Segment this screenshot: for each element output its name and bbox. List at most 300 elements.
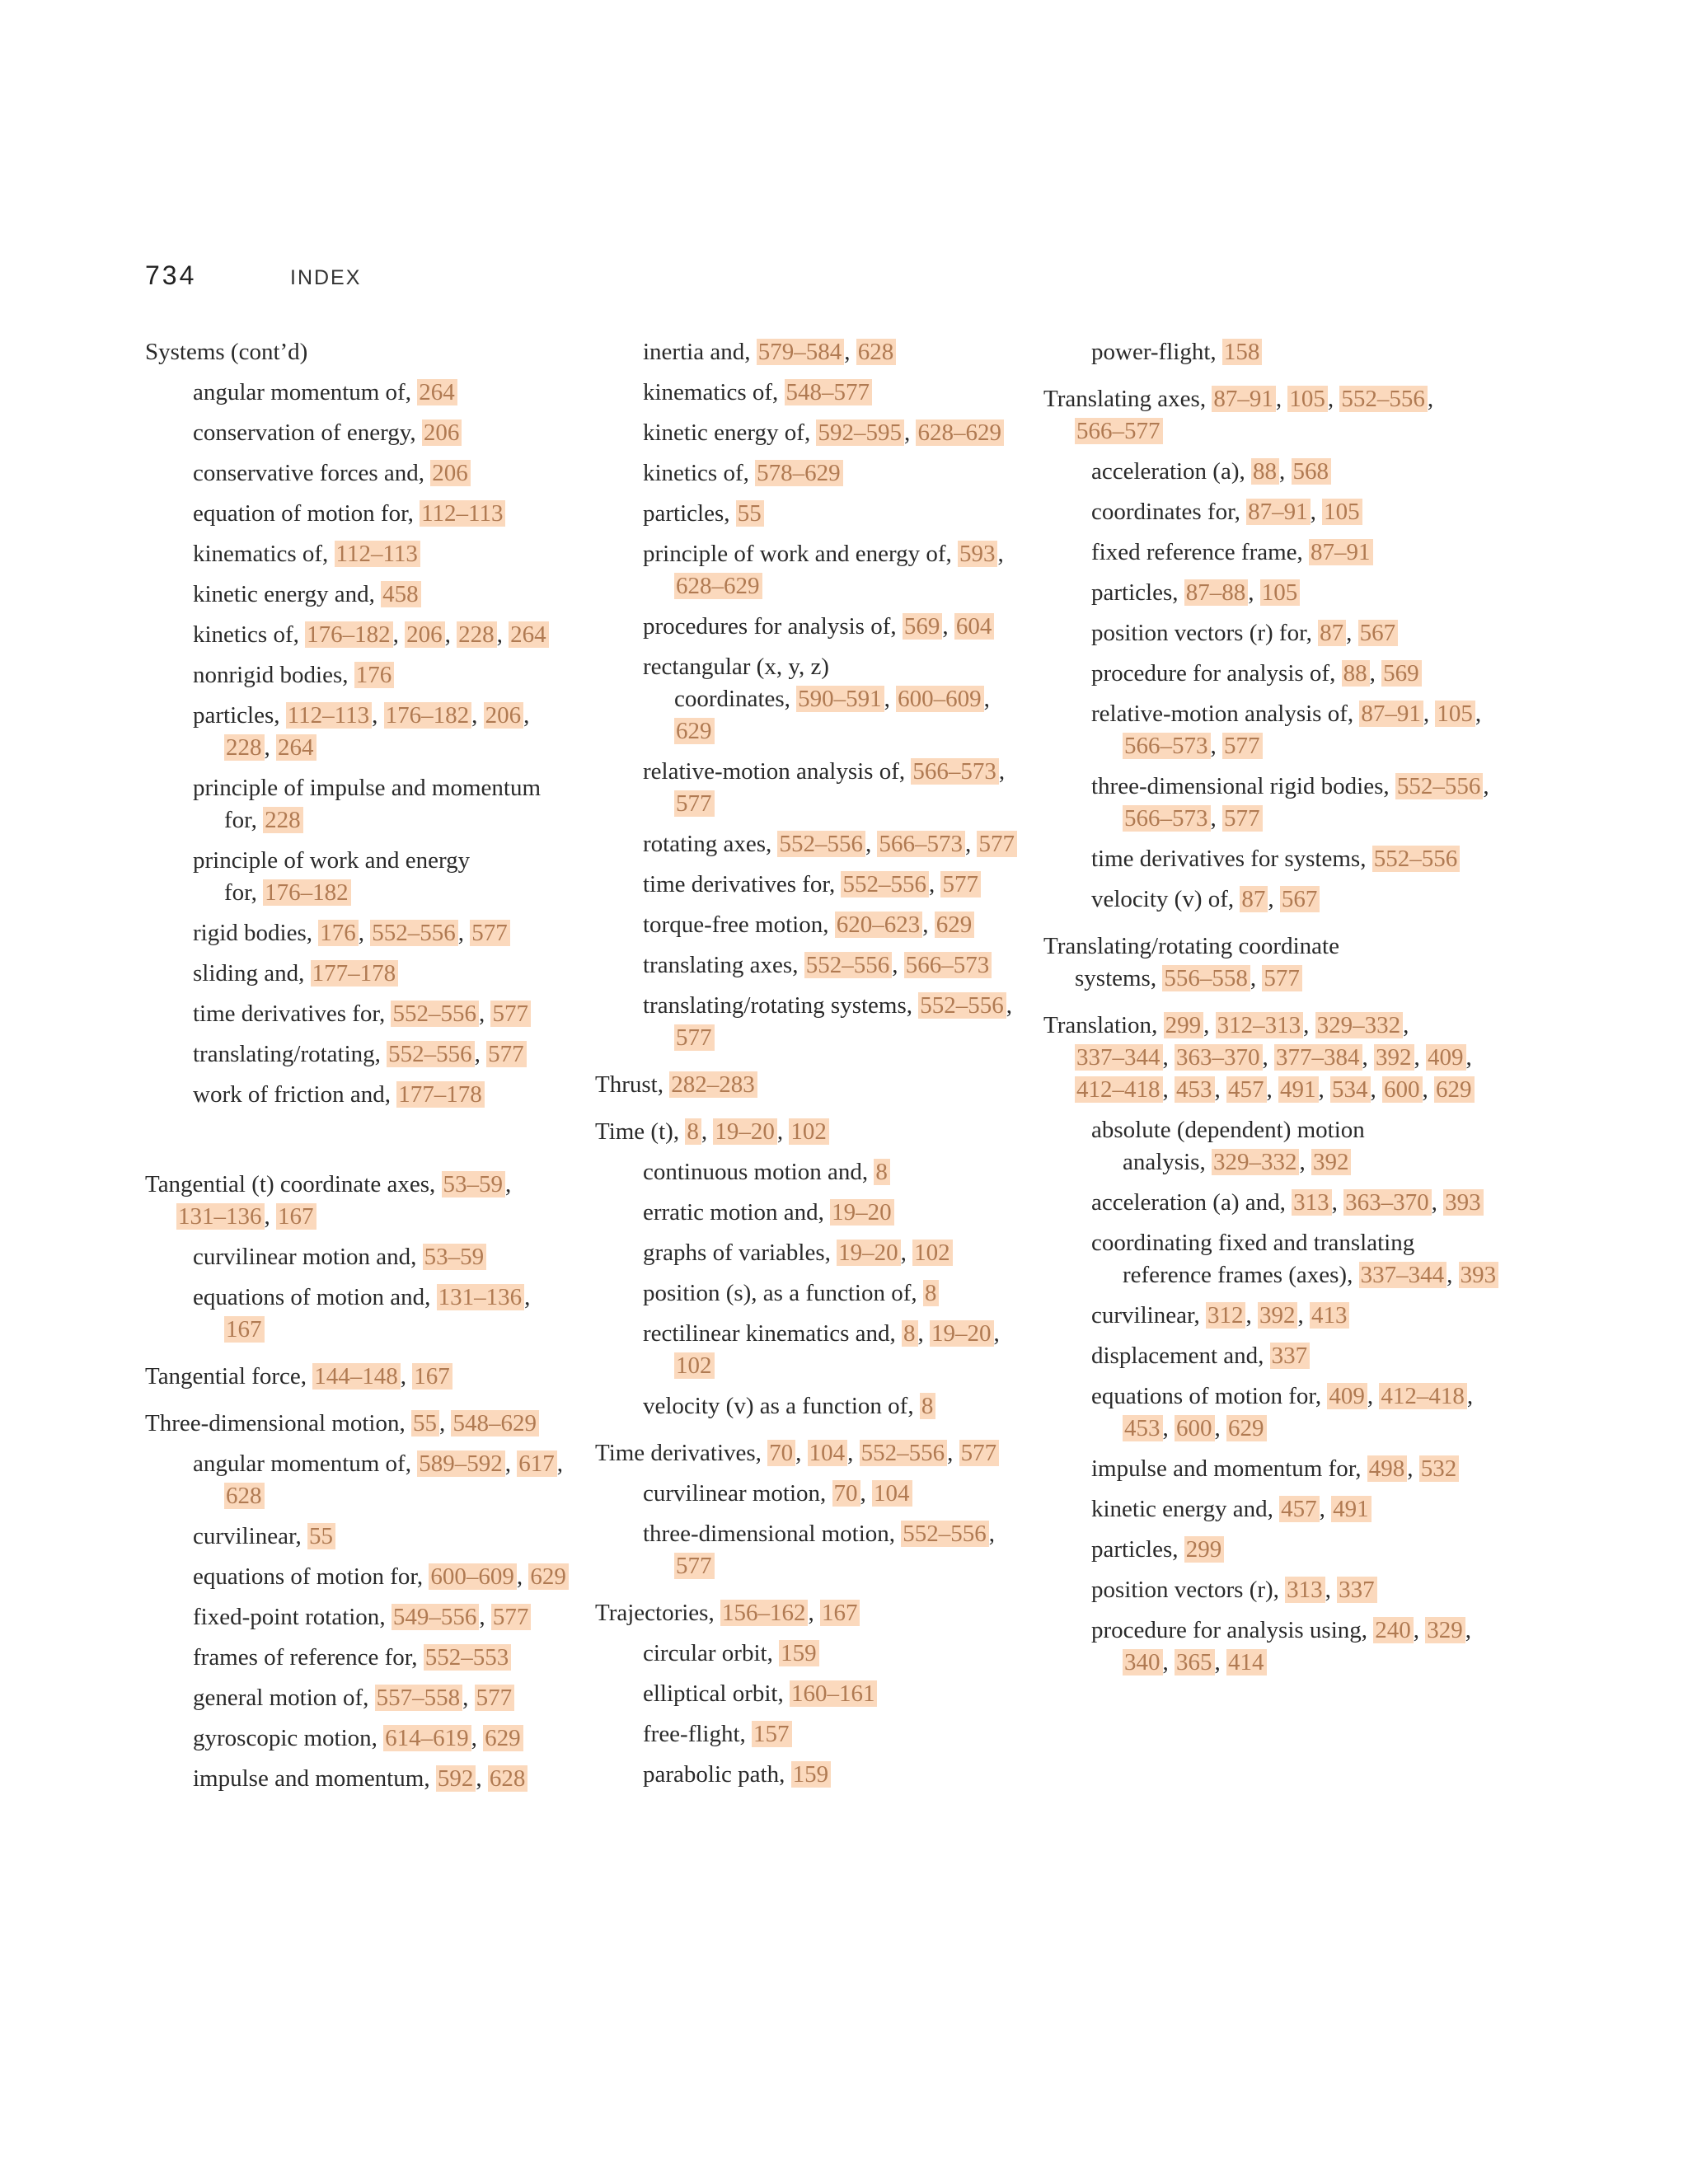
page-reference-link[interactable]: 552–553: [424, 1644, 512, 1671]
page-reference-link[interactable]: 577: [940, 871, 981, 898]
page-reference-link[interactable]: 337: [1270, 1343, 1311, 1369]
page-reference-link[interactable]: 240: [1373, 1617, 1414, 1643]
index-entry: Translating axes, 87–91 , 105 , 552–556 , 566–577: [1043, 386, 1434, 444]
index-entry: Time derivatives, 70 , 104 , 552–556 , 577: [595, 1437, 1024, 1469]
index-subentry: kinetic energy and, 457 , 491: [1091, 1493, 1505, 1526]
index-subentry: three-dimensional motion, 552–556 , 577: [643, 1521, 996, 1579]
page-reference-link[interactable]: 337–344: [1075, 1044, 1163, 1071]
index-subentry: kinetics of, 176–182 , 206 , 228 , 264: [193, 619, 574, 651]
page-reference-link[interactable]: 105: [1435, 701, 1475, 727]
page-reference-link[interactable]: 102: [674, 1352, 715, 1379]
entry-term: translating axes: [643, 952, 793, 978]
page-reference-link[interactable]: 567: [1280, 886, 1320, 912]
entry-term: gyroscopic motion: [193, 1725, 372, 1751]
page-reference-link[interactable]: 552–556: [1395, 773, 1484, 799]
index-subentry: rotating axes, 552–556 , 566–573 , 577: [643, 828, 1024, 860]
index-subentry: erratic motion and, 19–20: [643, 1197, 1024, 1229]
index-subentry: position vectors (r), 313 , 337: [1091, 1574, 1505, 1606]
page-reference-link[interactable]: 104: [808, 1440, 848, 1466]
page-reference-link[interactable]: 457: [1226, 1076, 1267, 1103]
index-subentry: particles, 299: [1091, 1534, 1505, 1566]
page-reference-link[interactable]: 70: [832, 1480, 860, 1507]
page-reference-link[interactable]: 337–344: [1359, 1262, 1447, 1288]
entry-term: translating/rotating: [193, 1041, 375, 1067]
page-reference-link[interactable]: 157: [752, 1721, 792, 1747]
index-subentry: coordinating fixed and translating reference frames (axes), 337–344 , 393: [1091, 1227, 1505, 1291]
page-reference-link[interactable]: 600–609: [896, 686, 984, 712]
page-reference-link[interactable]: 363–370: [1343, 1189, 1432, 1216]
entry-term: procedure for analysis of: [1091, 660, 1330, 687]
entry-term: fixed reference frame: [1091, 539, 1297, 565]
entry-term: kinetic energy and: [193, 581, 369, 607]
page-reference-link[interactable]: 552–556: [370, 920, 458, 946]
entry-term: free-flight: [643, 1721, 740, 1747]
page-reference-link[interactable]: 167: [820, 1600, 860, 1626]
page-reference-link[interactable]: 393: [1443, 1189, 1484, 1216]
page-reference-link[interactable]: 629: [1226, 1415, 1267, 1441]
page-reference-link[interactable]: 620–623: [835, 912, 923, 938]
index-subentry: kinematics of, 112–113: [193, 538, 574, 570]
page-reference-link[interactable]: 577: [470, 920, 510, 946]
page-reference-link[interactable]: 131–136: [176, 1203, 265, 1230]
page-reference-link[interactable]: 566–573: [1123, 805, 1211, 832]
page-reference-link[interactable]: 87–91: [1212, 386, 1276, 412]
page-reference-link[interactable]: 159: [791, 1761, 832, 1788]
page-reference-link[interactable]: 158: [1222, 339, 1263, 365]
page-reference-link[interactable]: 629: [528, 1563, 569, 1590]
page-reference-link[interactable]: 104: [872, 1480, 912, 1507]
page-reference-link[interactable]: 53–59: [442, 1171, 506, 1197]
page-reference-link[interactable]: 614–619: [383, 1725, 471, 1751]
entry-term: angular momentum of: [193, 379, 406, 405]
running-head: INDEX: [290, 266, 362, 289]
page-reference-link[interactable]: 176: [318, 920, 359, 946]
index-entry: Thrust, 282–283: [595, 1069, 1024, 1101]
entry-term: power-flight: [1091, 339, 1211, 365]
page-reference-link[interactable]: 105: [1322, 499, 1362, 525]
entry-term: coordinating fixed and translating reference frames (axes): [1091, 1230, 1415, 1288]
page-reference-link[interactable]: 176: [354, 662, 395, 688]
index-entry: Translation, 299 , 312–313 , 329–332 , 337–344 , 363–370 , 377–384 , 392 , 409 , 412–418 , 453 , 457 , 491 , 534 , 600 , 629: [1043, 1010, 1505, 1106]
page-reference-link[interactable]: 377–384: [1274, 1044, 1362, 1071]
entry-term: Tangential force: [145, 1363, 301, 1390]
index-entry: Trajectories, 156–162 , 167: [595, 1597, 1024, 1629]
index-subentry: torque-free motion, 620–623 , 629: [643, 909, 1024, 941]
page-reference-link[interactable]: 412–418: [1075, 1076, 1163, 1103]
page-reference-link[interactable]: 409: [1426, 1044, 1466, 1071]
page-reference-link[interactable]: 299: [1184, 1536, 1225, 1563]
index-subentry: general motion of, 557–558 , 577: [193, 1682, 574, 1714]
index-subentry: curvilinear motion, 70 , 104: [643, 1478, 1024, 1510]
page-reference-link[interactable]: 414: [1226, 1649, 1267, 1675]
entry-term: rectangular (x, y, z) coordinates: [643, 654, 829, 712]
page-reference-link[interactable]: 228: [224, 734, 265, 761]
page-reference-link[interactable]: 569: [903, 613, 943, 640]
index-subentry: time derivatives for, 552–556 , 577: [643, 869, 1024, 901]
entry-term: absolute (dependent) motion analysis: [1091, 1117, 1365, 1175]
page-reference-link[interactable]: 206: [430, 460, 471, 486]
entry-term: impulse and momentum: [193, 1765, 424, 1792]
page-reference-link[interactable]: 600: [1175, 1415, 1215, 1441]
page-reference-link[interactable]: 176–182: [305, 621, 393, 648]
page-reference-link[interactable]: 87–91: [1246, 499, 1311, 525]
page-reference-link[interactable]: 112–113: [286, 702, 372, 729]
entry-term: coordinates for: [1091, 499, 1235, 525]
index-subentry: relative-motion analysis of, 87–91 , 105 , 566–573 , 577: [1091, 701, 1482, 759]
entry-term: Translation: [1043, 1012, 1152, 1038]
page-reference-link[interactable]: 552–556: [391, 1001, 479, 1027]
page-reference-link[interactable]: 628–629: [674, 573, 762, 599]
page-reference-link[interactable]: 566–573: [904, 952, 992, 978]
page-reference-link[interactable]: 329–332: [1315, 1012, 1404, 1038]
page-reference-link[interactable]: 313: [1292, 1189, 1332, 1216]
page-reference-link[interactable]: 569: [1381, 660, 1422, 687]
page-reference-link[interactable]: 578–629: [755, 460, 843, 486]
index-subentry: particles, 87–88 , 105: [1091, 577, 1505, 609]
page-reference-link[interactable]: 590–591: [796, 686, 884, 712]
index-entry: Time (t), 8 , 19–20 , 102: [595, 1116, 1024, 1148]
index-subentry: equation of motion for, 112–113: [193, 498, 574, 530]
page-reference-link[interactable]: 312: [1206, 1302, 1246, 1329]
entry-term: particles: [643, 500, 724, 527]
page-reference-link[interactable]: 413: [1310, 1302, 1350, 1329]
index-subentry: angular momentum of, 589–592 , 617 , 628: [193, 1451, 563, 1509]
index-subentry: equations of motion and, 131–136 , 167: [193, 1284, 531, 1343]
page-reference-link[interactable]: 556–558: [1162, 965, 1250, 991]
page-reference-link[interactable]: 552–556: [804, 952, 893, 978]
index-entry: Three-dimensional motion, 55 , 548–629: [145, 1408, 574, 1440]
entry-term: inertia and: [643, 339, 745, 365]
page-reference-link[interactable]: 228: [457, 621, 497, 648]
entry-term: particles: [193, 702, 274, 729]
page-reference-link[interactable]: 8: [920, 1393, 936, 1419]
entry-term: circular orbit: [643, 1640, 767, 1666]
page-reference-link[interactable]: 628: [856, 339, 897, 365]
index-column-1: [145, 336, 574, 1803]
page-reference-link[interactable]: 264: [509, 621, 549, 648]
page-reference-link[interactable]: 548–629: [451, 1410, 539, 1436]
entry-term: Translating axes: [1043, 386, 1200, 412]
page-reference-link[interactable]: 177–178: [311, 960, 399, 987]
page-reference-link[interactable]: 589–592: [417, 1451, 505, 1477]
page-reference-link[interactable]: 299: [1164, 1012, 1204, 1038]
entry-term: time derivatives for systems: [1091, 846, 1361, 872]
page-reference-link[interactable]: 629: [674, 718, 715, 744]
page-reference-link[interactable]: 102: [789, 1118, 829, 1145]
entry-term: Tangential (t) coordinate axes: [145, 1171, 430, 1197]
page-reference-link[interactable]: 329: [1425, 1617, 1465, 1643]
index-subentry: free-flight, 157: [643, 1718, 1024, 1750]
page-reference-link[interactable]: 312–313: [1216, 1012, 1304, 1038]
page-reference-link[interactable]: 228: [263, 807, 303, 833]
page-reference-link[interactable]: 577: [977, 831, 1017, 857]
index-subentry: graphs of variables, 19–20 , 102: [643, 1237, 1024, 1269]
entry-term: principle of impulse and momentum for: [193, 775, 542, 833]
index-subentry: curvilinear, 312 , 392 , 413: [1091, 1300, 1505, 1332]
page-reference-link[interactable]: 392: [1374, 1044, 1414, 1071]
index-subentry: equations of motion for, 409 , 412–418 , 453 , 600 , 629: [1091, 1383, 1474, 1441]
page-reference-link[interactable]: 566–573: [911, 758, 999, 785]
page-reference-link[interactable]: 105: [1287, 386, 1328, 412]
index-subentry: gyroscopic motion, 614–619 , 629: [193, 1722, 574, 1755]
page-reference-link[interactable]: 102: [912, 1240, 953, 1266]
page-reference-link[interactable]: 577: [491, 1604, 532, 1630]
index-subentry: acceleration (a) and, 313 , 363–370 , 393: [1091, 1187, 1505, 1219]
page-reference-link[interactable]: 453: [1175, 1076, 1215, 1103]
page-reference-link[interactable]: 600–609: [429, 1563, 517, 1590]
entry-term: rigid bodies: [193, 920, 307, 946]
index-subentry: elliptical orbit, 160–161: [643, 1678, 1024, 1710]
entry-term: velocity (v) as a function of: [643, 1393, 908, 1419]
entry-term: translating/rotating systems: [643, 992, 907, 1019]
entry-term: curvilinear motion: [643, 1480, 821, 1507]
page-reference-link[interactable]: 617: [517, 1451, 557, 1477]
page-reference-link[interactable]: 629: [483, 1725, 523, 1751]
index-subentry: principle of work and energy of, 593 , 628–629: [643, 541, 1004, 599]
page-reference-link[interactable]: 577: [1262, 965, 1302, 991]
page-reference-link[interactable]: 87–91: [1359, 701, 1423, 727]
entry-term: equations of motion for: [193, 1563, 417, 1590]
entry-term: kinetic energy and: [1091, 1496, 1268, 1522]
entry-term: equation of motion for: [193, 500, 408, 527]
entry-term: velocity (v) of: [1091, 886, 1228, 912]
page-reference-link[interactable]: 363–370: [1175, 1044, 1263, 1071]
index-subentry: rigid bodies, 176 , 552–556 , 577: [193, 917, 574, 949]
index-subentry: particles, 55: [643, 498, 1024, 530]
index-subentry: three-dimensional rigid bodies, 552–556 , 566–573 , 577: [1091, 773, 1489, 832]
page-reference-link[interactable]: 600: [1382, 1076, 1423, 1103]
entry-term: equations of motion for: [1091, 1383, 1315, 1409]
page-reference-link[interactable]: 491: [1331, 1496, 1372, 1522]
page-reference-link[interactable]: 337: [1337, 1577, 1377, 1603]
page-reference-link[interactable]: 549–556: [392, 1604, 480, 1630]
entry-term: principle of work and energy for: [193, 847, 471, 906]
page-reference-link[interactable]: 8: [874, 1159, 890, 1185]
page-reference-link[interactable]: 393: [1459, 1262, 1499, 1288]
index-subentry: frames of reference for, 552–553: [193, 1642, 574, 1674]
page-reference-link[interactable]: 8: [902, 1320, 918, 1347]
page-reference-link[interactable]: 19–20: [930, 1320, 994, 1347]
page-reference-link[interactable]: 577: [674, 790, 715, 817]
entry-term: parabolic path: [643, 1761, 780, 1788]
index-subentry: kinetics of, 578–629: [643, 457, 1024, 490]
page-reference-link[interactable]: 392: [1258, 1302, 1298, 1329]
page-reference-link[interactable]: 340: [1123, 1649, 1163, 1675]
page-reference-link[interactable]: 8: [923, 1280, 940, 1306]
index-entry: Tangential (t) coordinate axes, 53–59 , 131–136 , 167: [145, 1171, 512, 1230]
index-column-3: [1043, 336, 1505, 1687]
entry-term: principle of work and energy of: [643, 541, 946, 567]
page-reference-link[interactable]: 567: [1358, 620, 1399, 646]
page-reference-link[interactable]: 264: [276, 734, 316, 761]
index-subentry: relative-motion analysis of, 566–573 , 577: [643, 758, 1006, 817]
entry-term: frames of reference for: [193, 1644, 412, 1671]
entry-term: relative-motion analysis of: [643, 758, 899, 785]
page-reference-link[interactable]: 167: [412, 1363, 452, 1390]
page-reference-link[interactable]: 552–556: [860, 1440, 948, 1466]
index-subentry: curvilinear motion and, 53–59: [193, 1241, 574, 1273]
page-reference-link[interactable]: 629: [1434, 1076, 1475, 1103]
index-subentry: time derivatives for, 552–556 , 577: [193, 998, 574, 1030]
page-reference-link[interactable]: 577: [486, 1041, 527, 1067]
page-reference-link[interactable]: 532: [1419, 1455, 1460, 1482]
page-reference-link[interactable]: 592–595: [816, 419, 904, 446]
page-reference-link[interactable]: 112–113: [335, 541, 420, 567]
entry-term: procedure for analysis using: [1091, 1617, 1362, 1643]
entry-term: kinetics of: [643, 460, 743, 486]
page-reference-link[interactable]: 557–558: [375, 1685, 463, 1711]
entry-term: acceleration (a): [1091, 458, 1240, 485]
index-subentry: rectilinear kinematics and, 8 , 19–20 , 102: [643, 1320, 1000, 1379]
entry-term: rotating axes: [643, 831, 766, 857]
page-reference-link[interactable]: 206: [422, 419, 462, 446]
entry-term: three-dimensional rigid bodies: [1091, 773, 1384, 799]
entry-term: kinematics of: [193, 541, 323, 567]
page-reference-link[interactable]: 112–113: [420, 500, 505, 527]
page-reference-link[interactable]: 577: [1222, 733, 1263, 759]
page-reference-link[interactable]: 409: [1327, 1383, 1367, 1409]
index-subentry: translating/rotating, 552–556 , 577: [193, 1038, 574, 1071]
entry-term: three-dimensional motion: [643, 1521, 889, 1547]
index-column-2: [595, 336, 1024, 1799]
entry-term: conservative forces and: [193, 460, 419, 486]
page-reference-link[interactable]: 313: [1285, 1577, 1325, 1603]
page-reference-link[interactable]: 552–556: [777, 831, 865, 857]
page-reference-link[interactable]: 55: [736, 500, 764, 527]
page-reference-link[interactable]: 176–182: [263, 879, 351, 906]
page-reference-link[interactable]: 55: [307, 1523, 335, 1549]
index-subentry: curvilinear, 55: [193, 1521, 574, 1553]
entry-term: curvilinear: [193, 1523, 296, 1549]
index-subentry: procedures for analysis of, 569 , 604: [643, 611, 1024, 643]
index-subentry: kinetic energy of, 592–595 , 628–629: [643, 417, 1024, 449]
entry-term: time derivatives for: [643, 871, 829, 898]
index-subentry: impulse and momentum, 592 , 628: [193, 1763, 574, 1795]
page-reference-link[interactable]: 264: [417, 379, 457, 405]
page-reference-link[interactable]: 206: [405, 621, 445, 648]
entry-term: sliding and: [193, 960, 299, 987]
page-reference-link[interactable]: 566–577: [1075, 418, 1163, 444]
page-reference-link[interactable]: 577: [475, 1685, 515, 1711]
entry-term: displacement and: [1091, 1343, 1259, 1369]
page-reference-link[interactable]: 548–577: [785, 379, 873, 405]
page-reference-link[interactable]: 167: [276, 1203, 316, 1230]
page-reference-link[interactable]: 176–182: [384, 702, 472, 729]
page-reference-link[interactable]: 552–556: [1372, 846, 1461, 872]
index-subentry: nonrigid bodies, 176: [193, 659, 574, 691]
page-reference-link[interactable]: 88: [1342, 660, 1370, 687]
page-reference-link[interactable]: 577: [959, 1440, 1000, 1466]
entry-term: conservation of energy: [193, 419, 410, 446]
index-subentry: velocity (v) as a function of, 8: [643, 1390, 1024, 1422]
page-reference-link[interactable]: 206: [484, 702, 524, 729]
index-subentry: equations of motion for, 600–609 , 629: [193, 1561, 574, 1593]
entry-term: kinetic energy of: [643, 419, 804, 446]
page-reference-link[interactable]: 628–629: [916, 419, 1004, 446]
page-reference-link[interactable]: 577: [490, 1001, 531, 1027]
page-reference-link[interactable]: 8: [685, 1118, 701, 1145]
page-reference-link[interactable]: 156–162: [720, 1600, 809, 1626]
entry-term: position vectors (r) for: [1091, 620, 1306, 646]
page-reference-link[interactable]: 629: [935, 912, 975, 938]
page-reference-link[interactable]: 88: [1251, 458, 1279, 485]
entry-term: position (s), as a function of: [643, 1280, 912, 1306]
page-reference-link[interactable]: 53–59: [423, 1244, 487, 1270]
page-reference-link[interactable]: 552–556: [901, 1521, 989, 1547]
page-reference-link[interactable]: 453: [1123, 1415, 1163, 1441]
page-reference-link[interactable]: 87: [1318, 620, 1346, 646]
page-reference-link[interactable]: 577: [674, 1553, 715, 1579]
page-reference-link[interactable]: 577: [1222, 805, 1263, 832]
page-reference-link[interactable]: 577: [674, 1024, 715, 1051]
page-reference-link[interactable]: 458: [381, 581, 421, 607]
page-reference-link[interactable]: 552–556: [387, 1041, 475, 1067]
page-reference-link[interactable]: 552–556: [841, 871, 929, 898]
page-reference-link[interactable]: 566–573: [877, 831, 965, 857]
page-reference-link[interactable]: 329–332: [1212, 1149, 1300, 1175]
page-reference-link[interactable]: 568: [1292, 458, 1332, 485]
page-reference-link[interactable]: 566–573: [1123, 733, 1211, 759]
page-reference-link[interactable]: 87–88: [1184, 579, 1249, 606]
page-reference-link[interactable]: 491: [1278, 1076, 1319, 1103]
page-reference-link[interactable]: 282–283: [669, 1071, 757, 1098]
page-reference-link[interactable]: 167: [224, 1316, 265, 1343]
entry-term: time derivatives for: [193, 1001, 379, 1027]
page-reference-link[interactable]: 70: [767, 1440, 795, 1466]
index-subentry: absolute (dependent) motion analysis, 329–332 , 392: [1091, 1117, 1365, 1175]
entry-term: continuous motion and: [643, 1159, 862, 1185]
page-reference-link[interactable]: 19–20: [837, 1240, 901, 1266]
page-reference-link[interactable]: 604: [954, 613, 995, 640]
page-reference-link[interactable]: 19–20: [713, 1118, 777, 1145]
index-subentry: fixed reference frame, 87–91: [1091, 537, 1505, 569]
page-reference-link[interactable]: 534: [1330, 1076, 1371, 1103]
page-reference-link[interactable]: 498: [1367, 1455, 1408, 1482]
page-reference-link[interactable]: 87–91: [1309, 539, 1373, 565]
page-reference-link[interactable]: 19–20: [830, 1199, 894, 1226]
page-reference-link[interactable]: 160–161: [790, 1680, 878, 1707]
page-reference-link[interactable]: 105: [1260, 579, 1301, 606]
page-reference-link[interactable]: 131–136: [437, 1284, 525, 1310]
page-reference-link[interactable]: 579–584: [757, 339, 845, 365]
page-reference-link[interactable]: 628: [224, 1483, 265, 1509]
page-reference-link[interactable]: 412–418: [1379, 1383, 1467, 1409]
page-reference-link[interactable]: 144–148: [312, 1363, 401, 1390]
entry-term: erratic motion and: [643, 1199, 818, 1226]
page-reference-link[interactable]: 457: [1279, 1496, 1320, 1522]
index-subentry: time derivatives for systems, 552–556: [1091, 843, 1505, 875]
entry-term: Three-dimensional motion: [145, 1410, 400, 1436]
entry-term: angular momentum of: [193, 1451, 406, 1477]
page-reference-link[interactable]: 552–556: [1339, 386, 1428, 412]
page-reference-link[interactable]: 365: [1175, 1649, 1215, 1675]
page-reference-link[interactable]: 177–178: [396, 1081, 485, 1108]
index-subentry: procedure for analysis using, 240 , 329 , 340 , 365 , 414: [1091, 1617, 1472, 1675]
page-reference-link[interactable]: 159: [779, 1640, 819, 1666]
entry-term: work of friction and: [193, 1081, 385, 1108]
index-subentry: circular orbit, 159: [643, 1638, 1024, 1670]
page-number: 734: [145, 260, 197, 290]
page-reference-link[interactable]: 592: [436, 1765, 476, 1792]
index-subentry: fixed-point rotation, 549–556 , 577: [193, 1601, 574, 1633]
page-reference-link[interactable]: 392: [1311, 1149, 1352, 1175]
page-reference-link[interactable]: 628: [488, 1765, 528, 1792]
entry-term: rectilinear kinematics and: [643, 1320, 890, 1347]
page-reference-link[interactable]: 87: [1240, 886, 1268, 912]
page-reference-link[interactable]: 552–556: [918, 992, 1006, 1019]
page-reference-link[interactable]: 593: [958, 541, 998, 567]
page-reference-link[interactable]: 55: [411, 1410, 439, 1436]
